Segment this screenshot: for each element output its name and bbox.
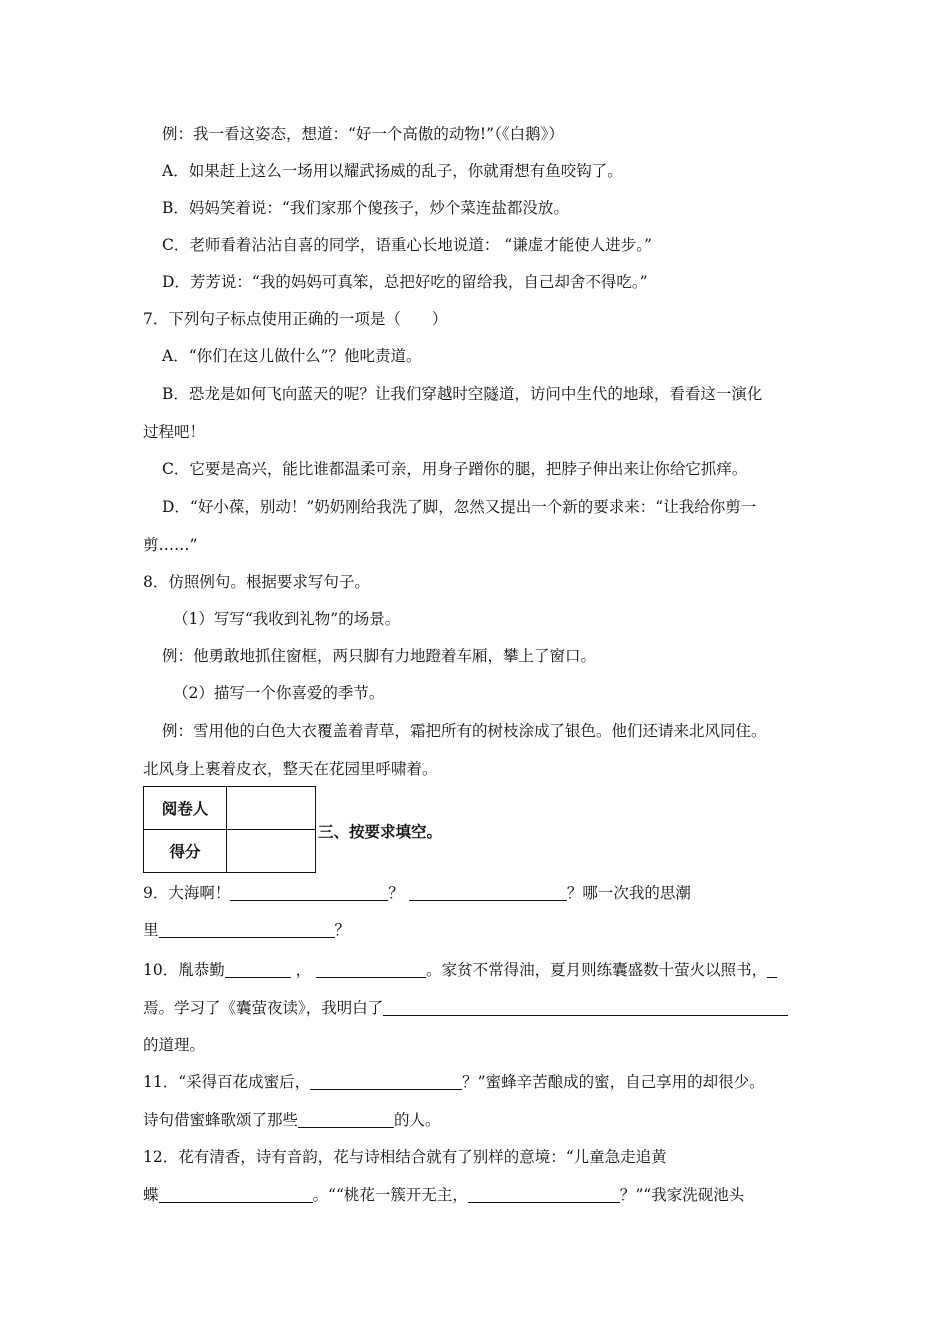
q7-option-b[interactable]: B．恐龙是如何飞向蓝天的呢？让我们穿越时空隧道，访问中生代的地球，看看这一演化 xyxy=(162,385,763,403)
q9-text-e: ？ xyxy=(334,921,351,939)
q9-text-c: ？哪一次我的思潮 xyxy=(566,884,691,902)
q11-line-2 xyxy=(143,1110,441,1130)
q8-example-1: 例：他勇敢地抓住窗框，两只脚有力地蹬着车厢，攀上了窗口。 xyxy=(162,647,597,665)
q12-text-d: ？”“我家洗砚池头 xyxy=(619,1186,745,1204)
q12-line-1: 12．花有清香，诗有音韵，花与诗相结合就有了别样的意境：“儿童急走追黄 xyxy=(143,1148,667,1166)
q9-blank-2[interactable] xyxy=(409,884,567,901)
q12-blank-2[interactable] xyxy=(468,1186,620,1203)
q10-text-a: 10．胤恭勤 xyxy=(143,961,225,979)
q9-blank-1[interactable] xyxy=(230,884,388,901)
q11-blank-2[interactable] xyxy=(298,1111,394,1128)
q11-text-b: ？”蜜蜂辛苦酿成的蜜，自己享用的却很少。 xyxy=(462,1073,765,1091)
q10-blank-4[interactable] xyxy=(383,999,788,1016)
score-field[interactable] xyxy=(227,830,316,873)
q7-stem: 7．下列句子标点使用正确的一项是（ ） xyxy=(143,310,448,328)
q10-text-b: ， xyxy=(295,961,312,979)
score-table xyxy=(143,786,316,873)
q10-text-d: 焉。学习了《囊萤夜读》，我明白了 xyxy=(143,999,384,1017)
q9-blank-3[interactable] xyxy=(159,921,335,938)
q9-text-d: 里 xyxy=(143,921,159,939)
q7-option-a[interactable]: A．“你们在这儿做什么”？他叱责道。 xyxy=(162,347,422,365)
q9-line-2 xyxy=(143,920,350,940)
q9-text-b: ？ xyxy=(388,884,404,902)
q12-text-c: 。““桃花一簇开无主， xyxy=(312,1186,468,1204)
q11-line-1 xyxy=(143,1072,765,1092)
q6-option-a[interactable]: A．如果赶上这么一场用以耀武扬威的乱子，你就甭想有鱼咬钩了。 xyxy=(162,162,623,180)
q7-option-b-cont: 过程吧！ xyxy=(143,423,206,441)
q9-line-1 xyxy=(143,883,691,903)
q7-option-c[interactable]: C．它要是高兴，能比谁都温柔可亲，用身子蹭你的腿，把脖子伸出来让你给它抓痒。 xyxy=(162,460,748,478)
score-label: 得分 xyxy=(144,830,227,873)
q8-prompt-1: （1）写写“我收到礼物”的场景。 xyxy=(173,610,401,628)
q10-text-c: 。家贫不常得油，夏月则练囊盛数十萤火以照书， xyxy=(426,961,768,979)
q12-line-2 xyxy=(143,1185,744,1205)
q6-option-b[interactable]: B．妈妈笑着说：“我们家那个傻孩子，炒个菜连盐都没放。 xyxy=(162,199,569,217)
q10-blank-1[interactable] xyxy=(225,961,291,978)
q11-text-a: 11．“采得百花成蜜后， xyxy=(143,1073,311,1091)
q11-text-c: 诗句借蜜蜂歌颂了那些 xyxy=(143,1111,299,1129)
q7-option-d[interactable]: D．“好小葆，别动！”奶奶刚给我洗了脚，忽然又提出一个新的要求来：“让我给你剪一 xyxy=(162,498,757,516)
q10-line-1 xyxy=(143,960,777,980)
q8-example-2: 例：雪用他的白色大衣覆盖着青草，霜把所有的树枝涂成了银色。他们还请来北风同住。 xyxy=(162,722,767,740)
q6-option-d[interactable]: D．芳芳说：“我的妈妈可真笨，总把好吃的留给我，自己却舍不得吃。” xyxy=(162,273,648,291)
q12-text-b: 蝶 xyxy=(143,1186,159,1204)
q10-line-3: 的道理。 xyxy=(143,1036,206,1054)
q11-blank-1[interactable] xyxy=(310,1073,462,1090)
q12-blank-1[interactable] xyxy=(159,1186,313,1203)
q10-blank-2[interactable] xyxy=(316,961,426,978)
q8-stem: 8．仿照例句。根据要求写句子。 xyxy=(143,573,370,591)
reviewer-label: 阅卷人 xyxy=(144,787,227,830)
q10-blank-3[interactable] xyxy=(767,961,777,978)
q8-prompt-2: （2）描写一个你喜爱的季节。 xyxy=(173,684,385,702)
q10-line-2 xyxy=(143,998,788,1018)
reviewer-field[interactable] xyxy=(227,787,316,830)
q11-text-d: 的人。 xyxy=(394,1111,441,1129)
q6-example: 例：我一看这姿态，想道：“好一个高傲的动物!”（《白鹅》） xyxy=(162,125,564,143)
section-title: 三、按要求填空。 xyxy=(318,823,443,841)
q8-example-2-cont: 北风身上裹着皮衣，整天在花园里呼啸着。 xyxy=(143,760,438,778)
q6-option-c[interactable]: C．老师看着沾沾自喜的同学，语重心长地说道： “谦虚才能使人进步。” xyxy=(162,236,652,254)
q9-text-a: 9．大海啊！ xyxy=(143,884,231,902)
q7-option-d-cont: 剪……” xyxy=(143,536,198,554)
